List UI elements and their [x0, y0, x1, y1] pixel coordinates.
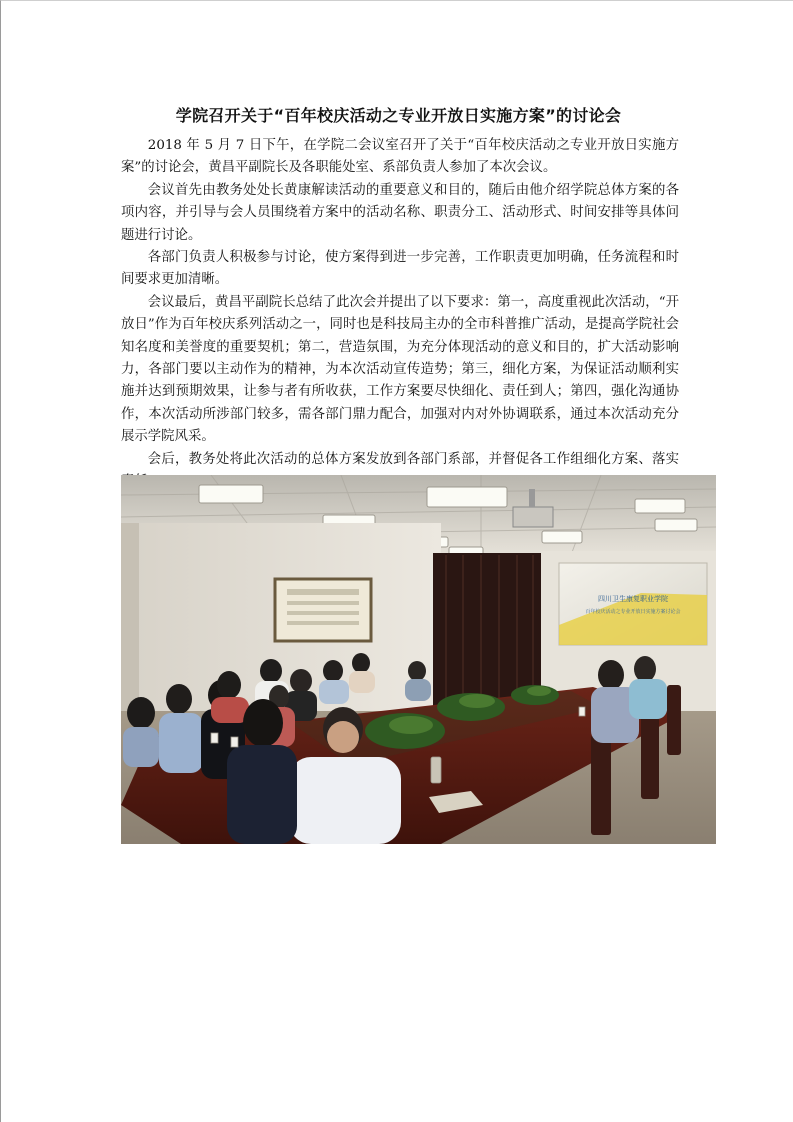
paragraph-4: 会议最后，黄昌平副院长总结了此次会并提出了以下要求：第一，高度重视此次活动，“开放日”作为百年校庆系列活动之一，同时也是科技局主办的全市科普推广活动，是提高学院社会知名度和美誉度的重要契机；第二，营造氛围，为充分体现活动的意义和目的，扩大活动影响力，各部门要以主动作为的精神，为本次活动宣传造势；第三，细化方案，为保证活动顺利实施并达到预期效果，让参与者有所收获，工作方案要尽快细化、责任到人；第四，强化沟通协作，本次活动所涉部门较多，需各部门鼎力配合，加强对内对外协调联系，通过本次活动充分展示学院风采。	[121, 294, 679, 445]
paragraph-3: 各部门负责人积极参与讨论，使方案得到进一步完善，工作职责更加明确，任务流程和时间要求更加清晰。	[121, 250, 679, 288]
meeting-photo	[121, 475, 716, 844]
projection-subtitle: 百年校庆活动之专业开放日实施方案讨论会	[585, 609, 681, 615]
article-body	[121, 135, 679, 494]
projection-title: 四川卫生康复职业学院	[598, 595, 668, 603]
page-title: 学院召开关于“百年校庆活动之专业开放日实施方案”的讨论会	[175, 106, 622, 125]
paragraph-1: 2018 年 5 月 7 日下午，在学院二会议室召开了关于“百年校庆活动之专业开放日实施方案”的讨论会，黄昌平副院长及各职能处室、系部负责人参加了本次会议。	[121, 138, 679, 176]
paragraph-5: 会后，教务处将此次活动的总体方案发放到各部门系部，并督促各工作组细化方案、落实	[147, 451, 679, 467]
paragraph-2: 会议首先由教务处处长黄康解读活动的重要意义和目的，随后由他介绍学院总体方案的各项内容，并引导与会人员围绕着方案中的活动名称、职责分工、活动形式、时间安排等具体问题进行讨论。	[121, 182, 679, 243]
